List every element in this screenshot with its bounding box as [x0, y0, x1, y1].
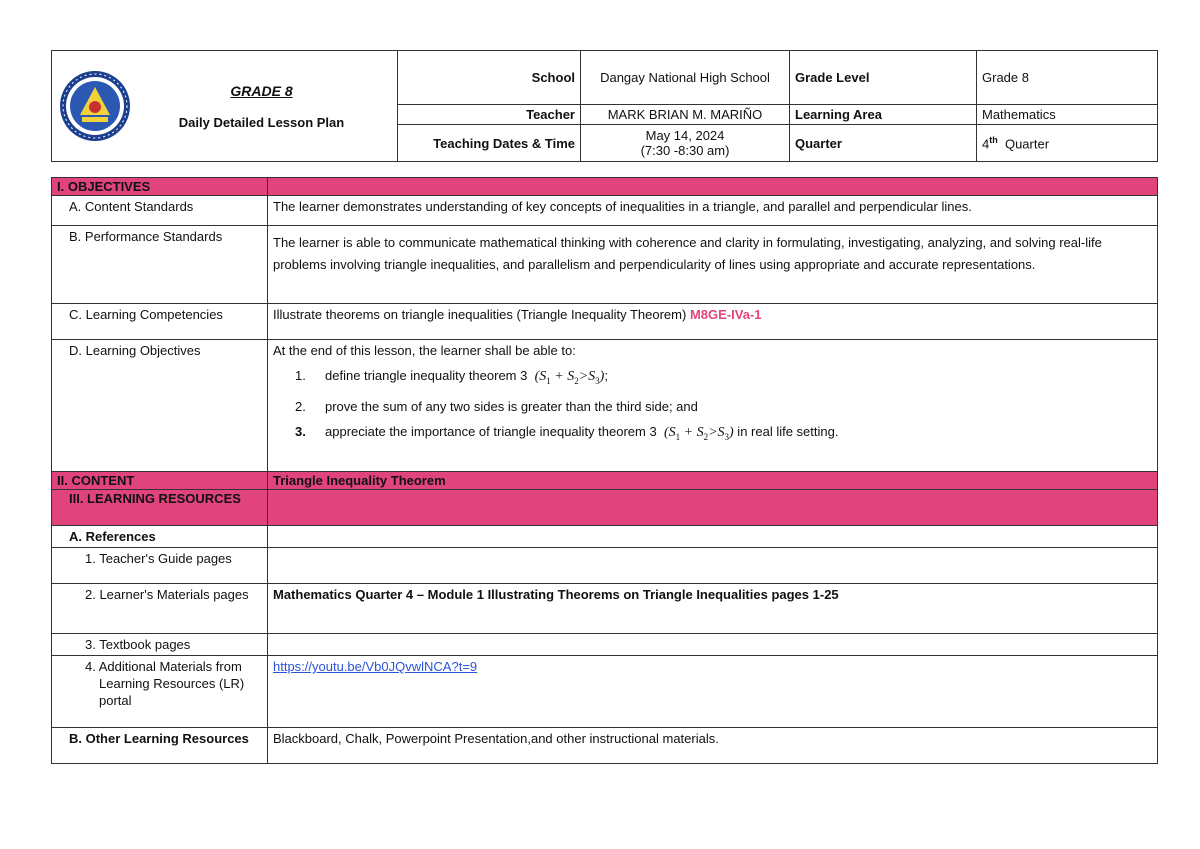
competencies-text: Illustrate theorems on triangle inequalities (Triangle Inequality Theorem)	[273, 307, 687, 322]
learning-area-value: Mathematics	[977, 105, 1158, 125]
content-value: Triangle Inequality Theorem	[268, 472, 1158, 490]
dates-label: Teaching Dates & Time	[398, 125, 581, 162]
formula-1: $(S_1 + S_2>S_3)$	[534, 369, 605, 386]
teachers-guide-label: 1. Teacher's Guide pages	[52, 548, 268, 584]
title-cell	[52, 51, 398, 162]
objectives-heading: I. OBJECTIVES	[52, 178, 268, 196]
grade-level-value: Grade 8	[977, 51, 1158, 105]
additional-materials-value	[268, 656, 1158, 728]
content-heading: II. CONTENT	[52, 472, 268, 490]
quarter-sup: th	[989, 134, 998, 145]
references-value	[268, 526, 1158, 548]
grade-title: GRADE 8	[230, 82, 293, 99]
learners-materials-label: 2. Learner's Materials pages	[52, 584, 268, 634]
other-resources-label: B. Other Learning Resources	[52, 728, 268, 764]
list-item	[273, 423, 1152, 446]
obj2-num: 2.	[295, 398, 306, 414]
learning-objectives-value	[268, 340, 1158, 472]
competency-code: M8GE-IVa-1	[689, 307, 762, 322]
references-label: A. References	[52, 526, 268, 548]
content-standards-label: A. Content Standards	[52, 196, 268, 226]
header-table	[51, 50, 1158, 162]
lesson-plan-table	[51, 177, 1158, 764]
obj3-end: in real life setting.	[733, 423, 839, 439]
additional-materials-label: 4. Additional Materials from Learning Resources (LR) portal	[52, 656, 268, 728]
objectives-heading-row	[52, 178, 1158, 196]
dates-value	[581, 125, 790, 162]
objectives-heading-blank	[268, 178, 1158, 196]
obj3-text: appreciate the importance of triangle inequality theorem 3	[325, 423, 657, 439]
resources-heading: III. LEARNING RESOURCES	[52, 490, 268, 526]
grade-level-label: Grade Level	[790, 51, 977, 105]
obj2-text: prove the sum of any two sides is greater than the third side; and	[325, 398, 698, 414]
performance-standards-value: The learner is able to communicate mathematical thinking with coherence and clarity in formulating, investigating, analyzing, and solving real-life problems involving triangle inequalities, and parallelism and perpendicularity of lines using appropriate and accurate representations.	[268, 226, 1158, 304]
resources-heading-row	[52, 490, 1158, 526]
obj3-num: 3.	[295, 423, 306, 439]
content-standards-value: The learner demonstrates understanding of key concepts of inequalities in a triangle, and parallel and perpendicular lines.	[268, 196, 1158, 226]
deped-seal-icon	[58, 69, 132, 143]
performance-standards-label: B. Performance Standards	[52, 226, 268, 304]
list-item	[273, 367, 1152, 390]
time-text: (7:30 -8:30 am)	[640, 143, 730, 158]
plan-title: Daily Detailed Lesson Plan	[178, 114, 345, 130]
teacher-label: Teacher	[398, 105, 581, 125]
textbook-label: 3. Textbook pages	[52, 634, 268, 656]
objectives-list	[273, 367, 1152, 446]
learning-objectives-label: D. Learning Objectives	[52, 340, 268, 472]
list-item	[273, 398, 1152, 415]
quarter-value	[977, 125, 1158, 162]
teacher-value: MARK BRIAN M. MARIÑO	[581, 105, 790, 125]
date-text: May 14, 2024	[645, 128, 725, 143]
quarter-label: Quarter	[790, 125, 977, 162]
school-value: Dangay National High School	[581, 51, 790, 105]
objectives-intro: At the end of this lesson, the learner shall be able to:	[273, 343, 576, 358]
other-resources-value: Blackboard, Chalk, Powerpoint Presentation,and other instructional materials.	[268, 728, 1158, 764]
textbook-value	[268, 634, 1158, 656]
obj1-text: define triangle inequality theorem 3	[325, 368, 528, 383]
learning-area-label: Learning Area	[790, 105, 977, 125]
quarter-word: Quarter	[1004, 136, 1050, 152]
school-label: School	[398, 51, 581, 105]
obj1-end: ;	[604, 368, 608, 383]
learners-materials-value: Mathematics Quarter 4 – Module 1 Illustrating Theorems on Triangle Inequalities pages 1-25	[268, 584, 1158, 634]
quarter-num: 4	[982, 136, 990, 152]
resources-heading-blank	[268, 490, 1158, 526]
content-heading-row	[52, 472, 1158, 490]
competencies-label: C. Learning Competencies	[52, 304, 268, 340]
obj1-num: 1.	[295, 368, 306, 383]
formula-3: $(S_1 + S_2>S_3)$	[663, 424, 734, 442]
teachers-guide-value	[268, 548, 1158, 584]
youtube-link[interactable]: https://youtu.be/Vb0JQvwlNCA?t=9	[273, 659, 478, 674]
competencies-value	[268, 304, 1158, 340]
